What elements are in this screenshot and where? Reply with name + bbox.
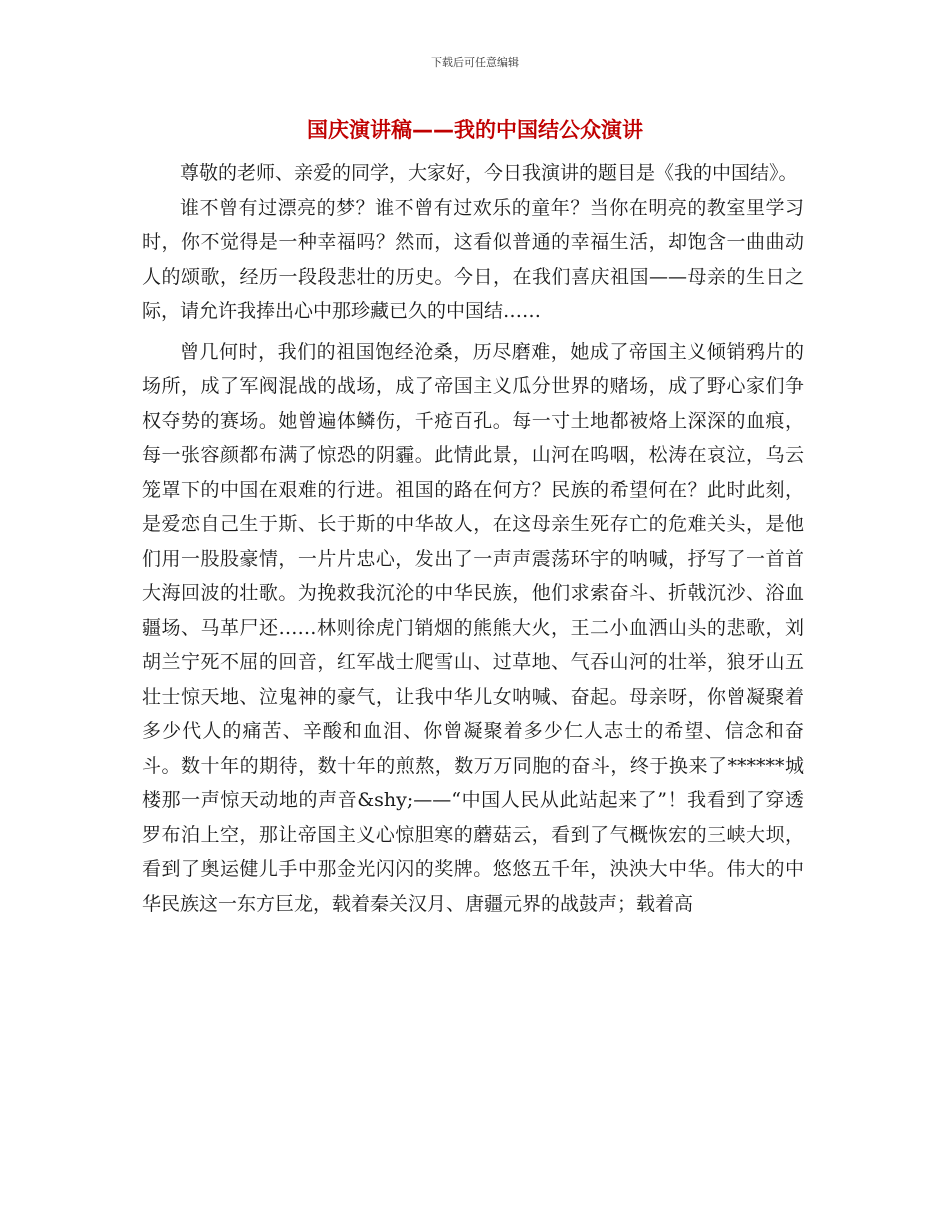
paragraph-greeting: 尊敬的老师、亲爱的同学，大家好，今日我演讲的题目是《我的中国结》。 — [180, 162, 798, 184]
document-body — [142, 156, 804, 921]
page-header: 下载后可任意编辑 — [431, 56, 519, 69]
paragraph-intro: 谁不曾有过漂亮的梦？谁不曾有过欢乐的童年？当你在明亮的教室里学习时，你不觉得是一种幸福吗？然而，这看似普通的幸福生活，却饱含一曲曲动人的颂歌，经历一段段悲壮的历史。今日，在我们喜庆祖国——母亲的生日之际，请允许我捧出心中那珍藏已久的中国结…… — [142, 196, 804, 322]
document-title: 国庆演讲稿——我的中国结公众演讲 — [307, 118, 643, 142]
paragraph-history: 曾几何时，我们的祖国饱经沧桑，历尽磨难，她成了帝国主义倾销鸦片的场所，成了军阀混战的战场，成了帝国主义瓜分世界的赌场，成了野心家们争权夺势的赛场。她曾遍体鳞伤，千疮百孔。每一寸土地都被烙上深深的血痕，每一张容颜都布满了惊恐的阴霾。此情此景，山河在呜咽，松涛在哀泣，乌云笼罩下的中国在艰难的行进。祖国的路在何方？民族的希望何在？此时此刻，是爱恋自己生于斯、长于斯的中华故人，在这母亲生死存亡的危难关头，是他们用一股股豪情，一片片忠心，发出了一声声震荡环宇的呐喊，抒写了一首首大海回波的壮歌。为挽救我沉沦的中华民族，他们求索奋斗、折戟沉沙、浴血疆场、马革尸还……林则徐虎门销烟的熊熊大火，王二小血洒山头的悲歌，刘胡兰宁死不屈的回音，红军战士爬雪山、过草地、气吞山河的壮举，狼牙山五壮士惊天地、泣鬼神的豪气，让我中华儿女呐喊、奋起。母亲呀，你曾凝聚着多少代人的痛苦、辛酸和血泪、你曾凝聚着多少仁人志士的希望、信念和奋斗。数十年的期待，数十年的煎熬，数万万同胞的奋斗，终于换来了******城楼那一声惊天动地的声音&shy;——“中国人民从此站起来了”！我看到了穿透罗布泊上空，那让帝国主义心惊胆寒的蘑菇云，看到了气概恢宏的三峡大坝，看到了奥运健儿手中那金光闪闪的奖牌。悠悠五千年，泱泱大中华。伟大的中华民族这一东方巨龙，载着秦关汉月、唐疆元界的战鼓声；载着高 — [142, 340, 804, 915]
